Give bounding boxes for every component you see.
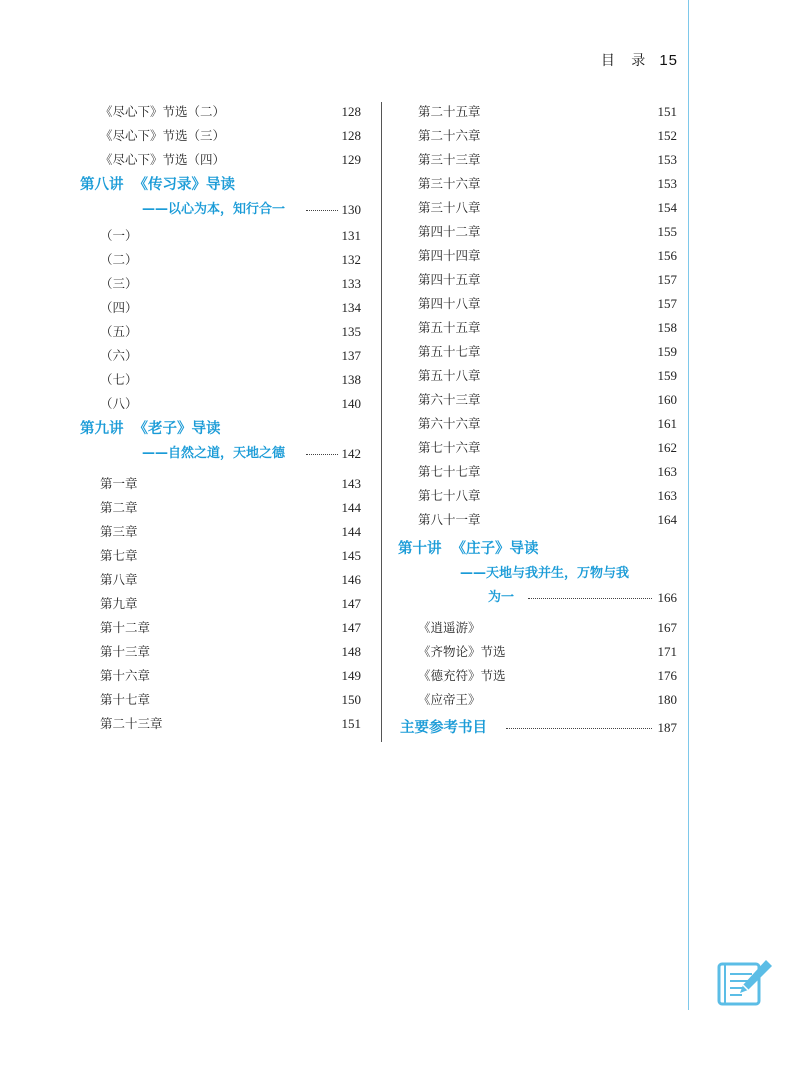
toc-entry-page: 129 [341,152,361,167]
toc-entry-page: 153 [657,176,677,191]
toc-entry-title: 第七章 [100,548,138,563]
toc-entry[interactable] [80,248,365,272]
references-title: 主要参考书目 [400,720,487,736]
toc-entry-title: 第四十四章 [418,248,481,263]
toc-entry-title: （二） [100,252,138,267]
toc-entry[interactable] [398,196,681,220]
chapter-subtitle-text: 为一 [488,590,515,605]
toc-entry-title: 《应帝王》 [418,692,481,707]
toc-entry-title: 第六十三章 [418,392,481,407]
toc-entry[interactable] [80,544,365,568]
running-header [601,50,678,70]
toc-entry-title: 第二十六章 [418,128,481,143]
leader-dots [306,210,338,211]
toc-entry-page: 159 [657,344,677,359]
toc-entry[interactable] [80,320,365,344]
chapter-title: 《老子》导读 [133,421,221,437]
toc-entry[interactable] [80,688,365,712]
toc-entry-page: 163 [657,488,677,503]
toc-entry-page: 152 [657,128,677,143]
toc-entry[interactable] [398,148,681,172]
toc-entry[interactable] [80,100,365,124]
toc-entry-page: 128 [341,104,361,119]
chapter-heading-8[interactable] [80,172,365,198]
toc-entry-title: 第四十八章 [418,296,481,311]
toc-entry-title: 第三章 [100,524,138,539]
column-divider [381,102,382,742]
toc-entry-title: 第十三章 [100,644,151,659]
toc-entry-page: 163 [657,464,677,479]
toc-entry-page: 143 [341,476,361,491]
toc-entry-title: 第五十八章 [418,368,481,383]
chapter-title: 《庄子》导读 [451,541,539,557]
chapter-heading-10[interactable] [398,536,681,562]
toc-entry-page: 154 [657,200,677,215]
toc-entry[interactable] [398,616,681,640]
toc-entry[interactable] [80,392,365,416]
toc-entry-page: 151 [657,104,677,119]
toc-entry[interactable] [398,316,681,340]
toc-entry-title: 《尽心下》节选（二） [100,104,226,119]
toc-entry-page: 160 [657,392,677,407]
toc-entry-page: 157 [657,272,677,287]
toc-entry-title: 第十二章 [100,620,151,635]
leader-dots [528,598,652,599]
toc-entry[interactable] [80,640,365,664]
toc-entry[interactable] [398,172,681,196]
chapter-title: 《传习录》导读 [133,177,235,193]
toc-entry-title: 第十七章 [100,692,151,707]
toc-entry[interactable] [398,124,681,148]
chapter-subtitle-10-cont[interactable] [398,586,681,612]
toc-entry-page: 161 [657,416,677,431]
chapter-number: 第八讲 [80,177,124,193]
header-label: 目 录 [600,53,652,69]
toc-entry-page: 133 [341,276,361,291]
toc-entry-page: 162 [657,440,677,455]
toc-entry-page: 164 [657,512,677,527]
toc-entry-page: 144 [341,524,361,539]
toc-entry-page: 151 [341,716,361,731]
toc-entry-page: 158 [657,320,677,335]
toc-entry-page: 148 [341,644,361,659]
page-margin-line [688,0,689,1010]
toc-entry[interactable] [80,496,365,520]
toc-entry[interactable] [398,244,681,268]
toc-entry-page: 147 [341,596,361,611]
chapter-subtitle-8[interactable] [80,198,365,224]
toc-entry-page: 180 [657,692,677,707]
toc-entry-title: 第一章 [100,476,138,491]
toc-entry-page: 145 [341,548,361,563]
chapter-page: 142 [341,446,361,461]
toc-entry[interactable] [398,412,681,436]
toc-entry-page: 132 [341,252,361,267]
toc-entry-page: 138 [341,372,361,387]
toc-entry-page: 159 [657,368,677,383]
toc-entry[interactable] [398,100,681,124]
toc-entry[interactable] [398,220,681,244]
toc-entry-page: 131 [341,228,361,243]
toc-entry[interactable] [80,520,365,544]
toc-entry-title: 《逍遥游》 [418,620,481,635]
toc-entry-title: 《德充符》节选 [418,668,506,683]
toc-entry-title: 第八十一章 [418,512,481,527]
toc-entry-title: （八） [100,396,138,411]
toc-entry[interactable] [398,460,681,484]
toc-entry[interactable] [80,664,365,688]
toc-entry-title: （六） [100,348,138,363]
toc-entry-page: 157 [657,296,677,311]
toc-entry[interactable] [80,592,365,616]
toc-entry[interactable] [80,124,365,148]
toc-entry[interactable] [398,508,681,532]
toc-entry[interactable] [80,148,365,172]
chapter-subtitle-text: ——天地与我并生，万物与我 [460,566,630,581]
toc-entry-title: 第七十八章 [418,488,481,503]
toc-entry-title: 第四十五章 [418,272,481,287]
toc-right-column [398,100,681,742]
toc-entry-page: 176 [657,668,677,683]
toc-entry-title: 第三十六章 [418,176,481,191]
chapter-page: 166 [657,590,677,605]
toc-entry-title: 《尽心下》节选（三） [100,128,226,143]
toc-entry-title: 第八章 [100,572,138,587]
toc-entry-page: 134 [341,300,361,315]
toc-entry-page: 155 [657,224,677,239]
toc-entry[interactable] [398,640,681,664]
toc-entry-title: （一） [100,228,138,243]
toc-entry[interactable] [398,364,681,388]
toc-entry[interactable] [80,568,365,592]
references-entry[interactable] [398,716,681,742]
chapter-page: 130 [341,202,361,217]
page-number: 15 [659,52,678,69]
toc-entry-title: 《尽心下》节选（四） [100,152,226,167]
toc-entry-page: 167 [657,620,677,635]
chapter-subtitle-text: ——以心为本，知行合一 [142,202,286,217]
toc-entry[interactable] [398,292,681,316]
toc-entry-title: （四） [100,300,138,315]
chapter-subtitle-text: ——自然之道，天地之德 [142,446,286,461]
toc-entry[interactable] [80,344,365,368]
toc-entry-page: 150 [341,692,361,707]
toc-entry-title: 《齐物论》节选 [418,644,506,659]
leader-dots [306,454,338,455]
notepad-pencil-icon [716,954,774,1008]
toc-entry-page: 146 [341,572,361,587]
chapter-subtitle-10[interactable] [398,562,681,586]
toc-entry[interactable] [80,224,365,248]
toc-entry-title: 第九章 [100,596,138,611]
toc-entry[interactable] [398,340,681,364]
toc-entry-title: 第二十五章 [418,104,481,119]
toc-entry[interactable] [80,712,365,736]
toc-entry[interactable] [398,268,681,292]
toc-entry-title: 第五十五章 [418,320,481,335]
toc-entry[interactable] [80,296,365,320]
toc-entry-page: 171 [657,644,677,659]
toc-entry-title: 第六十六章 [418,416,481,431]
leader-dots [506,728,652,729]
toc-entry-page: 128 [341,128,361,143]
toc-entry-page: 149 [341,668,361,683]
toc-entry-title: 第五十七章 [418,344,481,359]
toc-entry[interactable] [80,616,365,640]
toc-entry-title: 第三十三章 [418,152,481,167]
toc-entry-page: 144 [341,500,361,515]
toc-entry[interactable] [398,688,681,712]
toc-entry-page: 147 [341,620,361,635]
toc-entry-page: 156 [657,248,677,263]
toc-entry[interactable] [80,272,365,296]
toc-entry-title: （三） [100,276,138,291]
toc-entry-title: （五） [100,324,138,339]
chapter-number: 第九讲 [80,421,124,437]
toc-entry-title: 第二章 [100,500,138,515]
toc-entry[interactable] [80,472,365,496]
toc-left-column [80,100,365,736]
toc-entry[interactable] [398,436,681,460]
toc-entry-page: 135 [341,324,361,339]
toc-entry[interactable] [80,368,365,392]
toc-entry[interactable] [398,484,681,508]
chapter-subtitle-9[interactable] [80,442,365,468]
toc-entry-page: 140 [341,396,361,411]
toc-entry-title: 第三十八章 [418,200,481,215]
toc-entry-page: 153 [657,152,677,167]
chapter-heading-9[interactable] [80,416,365,442]
toc-entry-title: 第七十六章 [418,440,481,455]
toc-entry[interactable] [398,664,681,688]
toc-entry-title: 第四十二章 [418,224,481,239]
toc-entry[interactable] [398,388,681,412]
toc-entry-title: 第七十七章 [418,464,481,479]
toc-entry-title: （七） [100,372,138,387]
toc-entry-title: 第十六章 [100,668,151,683]
chapter-number: 第十讲 [398,541,442,557]
toc-entry-page: 137 [341,348,361,363]
toc-entry-title: 第二十三章 [100,716,163,731]
references-page: 187 [657,720,677,735]
